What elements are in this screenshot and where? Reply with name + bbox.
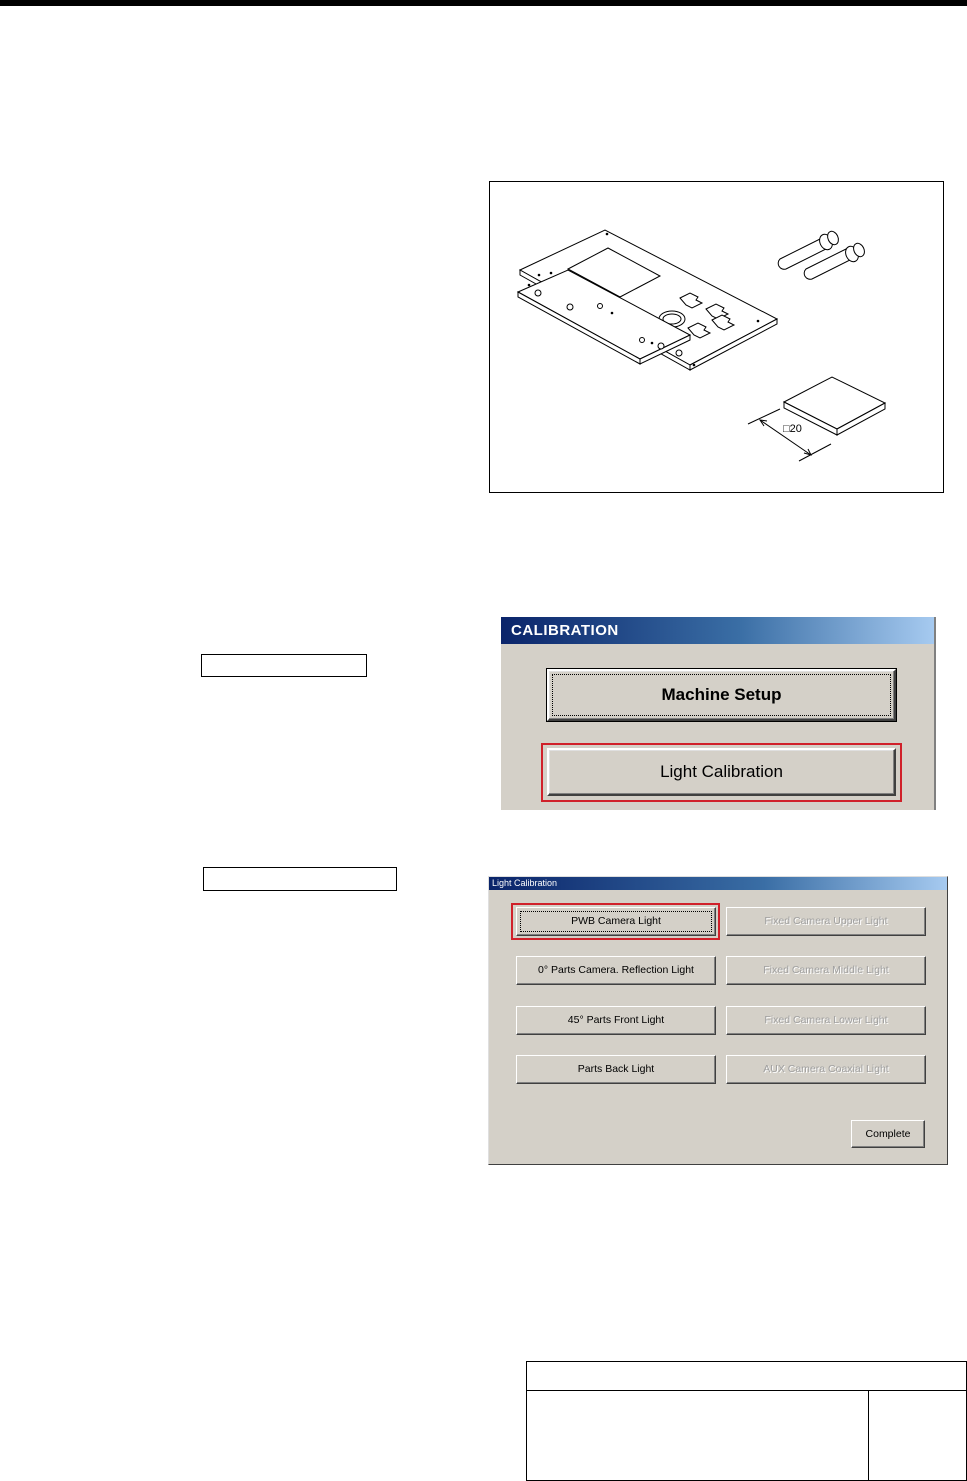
light-calibration-label: Light Calibration bbox=[660, 762, 783, 781]
machine-setup-button[interactable] bbox=[547, 669, 896, 721]
fixed-camera-lower-light-button[interactable]: Fixed Camera Lower Light bbox=[726, 1006, 926, 1035]
machine-setup-label: Machine Setup bbox=[661, 685, 782, 704]
calibration-window bbox=[501, 617, 936, 810]
reference-box-1 bbox=[201, 654, 367, 677]
light-calibration-button[interactable] bbox=[547, 748, 896, 796]
calibration-window-title: CALIBRATION bbox=[501, 617, 934, 644]
dimension-label: □20 bbox=[783, 423, 802, 435]
complete-button[interactable]: Complete bbox=[851, 1120, 925, 1148]
calibration-jig-figure bbox=[489, 181, 944, 493]
calibration-jig-drawing bbox=[490, 182, 945, 494]
footer-table bbox=[526, 1361, 967, 1481]
parts-back-light-button[interactable]: Parts Back Light bbox=[516, 1055, 716, 1084]
light-calibration-window bbox=[488, 876, 948, 1165]
footer-table-divider bbox=[527, 1390, 966, 1391]
page-top-rule bbox=[0, 0, 967, 6]
light-calibration-window-title: Light Calibration bbox=[489, 877, 947, 890]
fixed-camera-middle-light-button[interactable]: Fixed Camera Middle Light bbox=[726, 956, 926, 985]
pwb-camera-light-button[interactable]: PWB Camera Light bbox=[516, 907, 716, 936]
parts-front-light-button[interactable]: 45° Parts Front Light bbox=[516, 1006, 716, 1035]
aux-camera-coaxial-light-button[interactable]: AUX Camera Coaxial Light bbox=[726, 1055, 926, 1084]
reference-box-2 bbox=[203, 867, 397, 891]
footer-table-column-divider bbox=[868, 1390, 869, 1480]
fixed-camera-upper-light-button[interactable]: Fixed Camera Upper Light bbox=[726, 907, 926, 936]
parts-camera-reflection-light-button[interactable]: 0° Parts Camera. Reflection Light bbox=[516, 956, 716, 985]
